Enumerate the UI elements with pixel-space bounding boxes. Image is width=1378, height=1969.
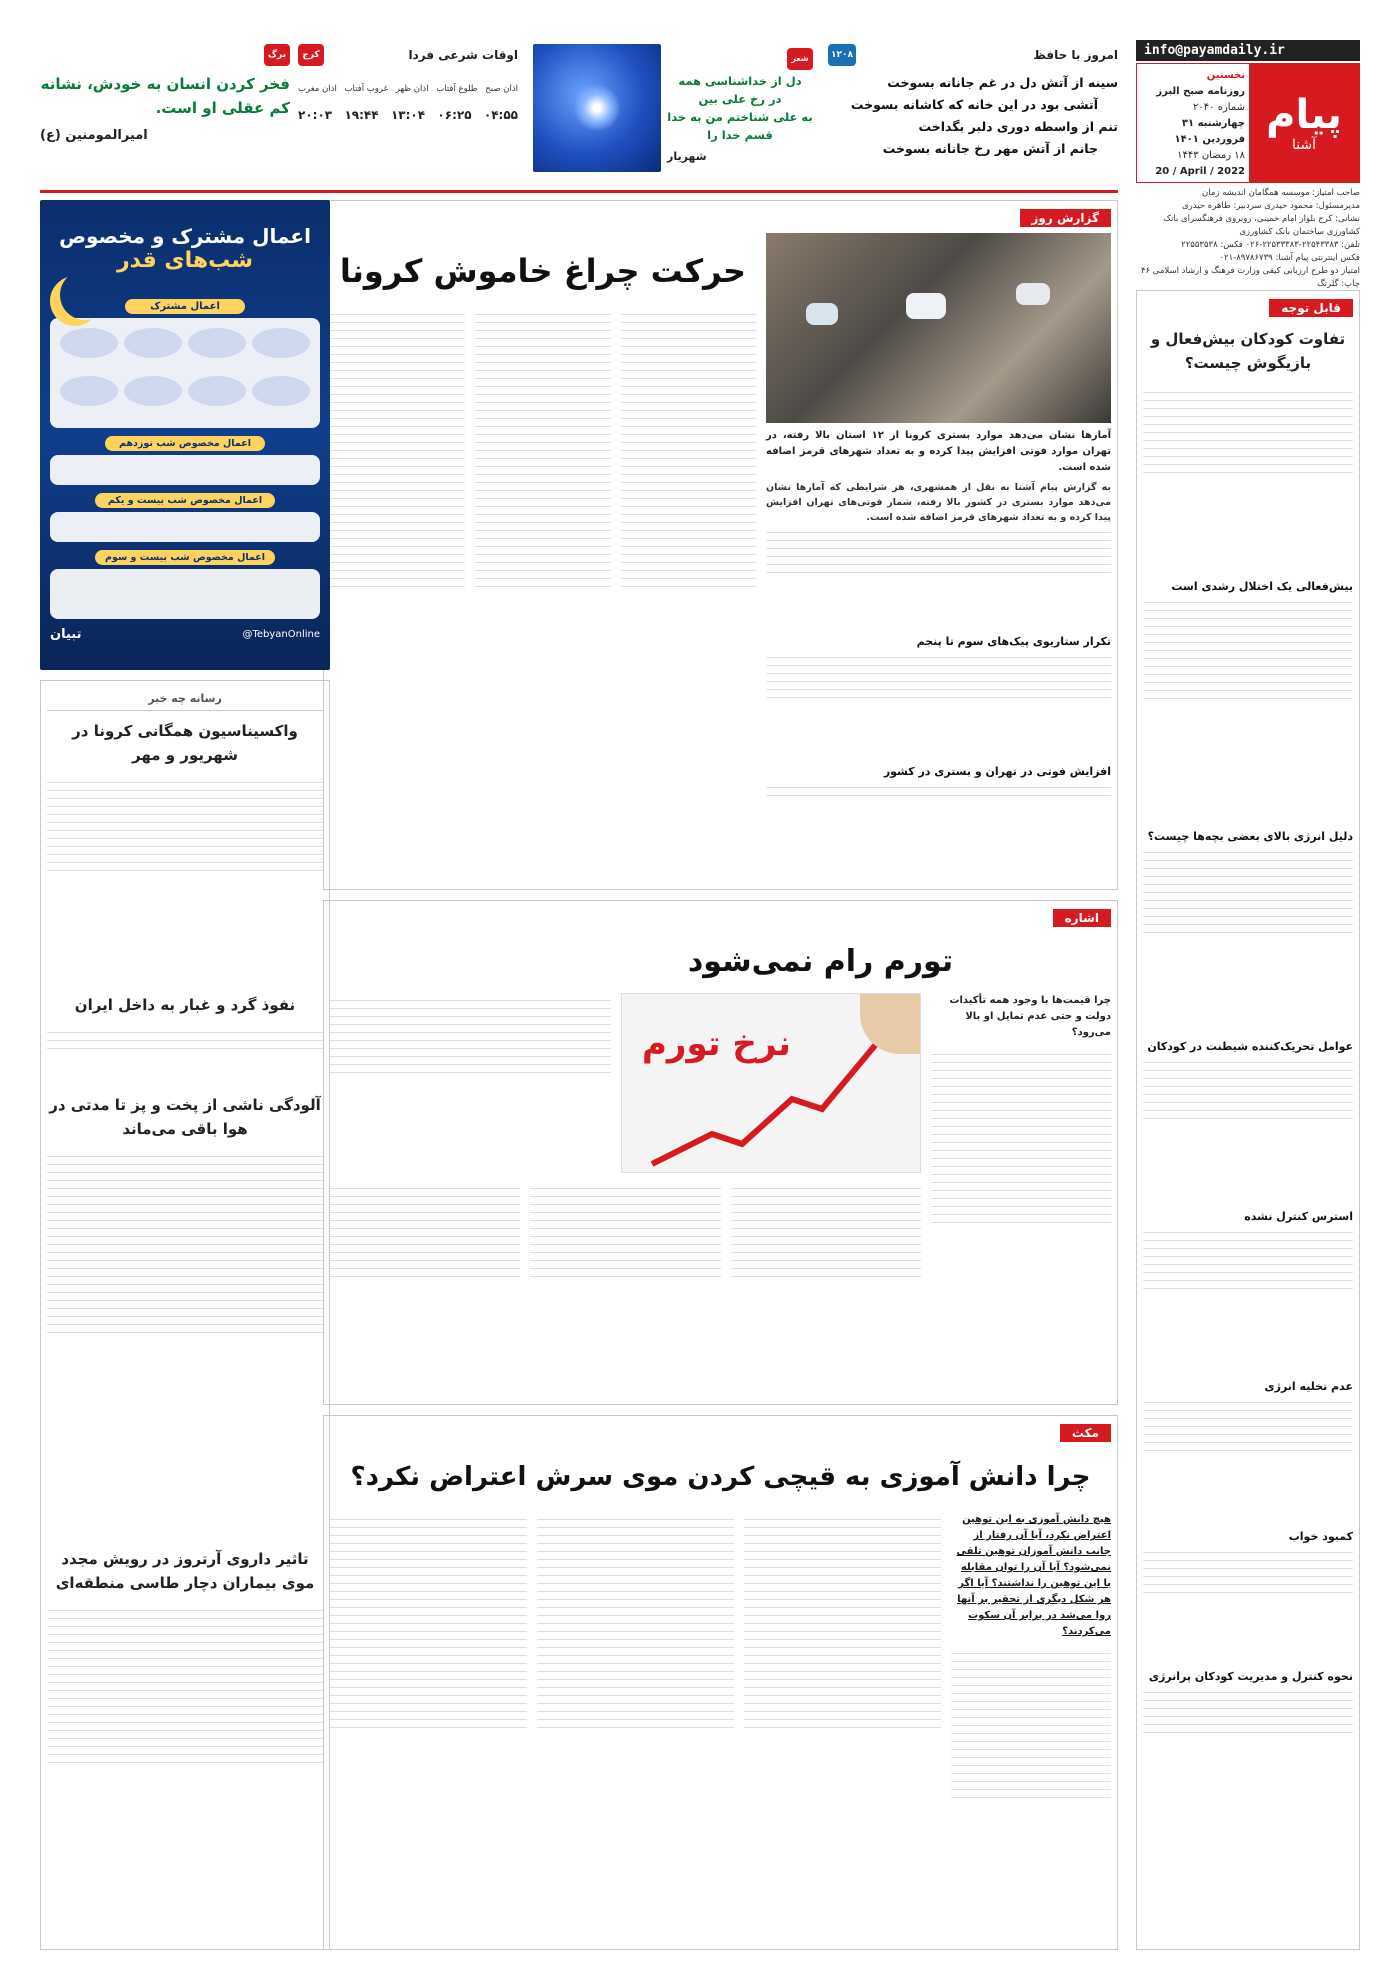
ritual-icon xyxy=(60,376,118,406)
prayer-header: طلوع آفتاب xyxy=(436,84,478,94)
top-divider xyxy=(40,190,1118,193)
tagline: نخستین xyxy=(1206,70,1245,81)
poem-badge: شعر xyxy=(787,48,813,70)
prayer-header: اذان صبح xyxy=(485,84,518,94)
date-en: 20 / April / 2022 xyxy=(1155,166,1245,177)
news-title: واکسیناسیون همگانی کرونا در شهریور و مهر xyxy=(72,722,298,764)
mask-icon xyxy=(1016,283,1050,305)
maks-label: مکث xyxy=(1060,1424,1111,1442)
hafez-label: امروز با حافظ xyxy=(1033,48,1118,62)
qabel-label: قابل توجه xyxy=(1269,299,1353,317)
gozaresh-sub: تکرار ستاریوی پیک‌های سوم تا پنجم xyxy=(916,635,1111,648)
poem-line: در رخ علی بین xyxy=(698,92,782,106)
prayer-times xyxy=(298,44,518,144)
prayer-header: غروب آفتاب xyxy=(344,84,389,94)
publisher-info: صاحب امتیاز: موسسه همگامان اندیشه زمان مدیرمسئول: محمود حیدری سردبیر: طاهره حیدری نشانی: کرج بلوار امام خمینی، روبروی فرهنگسرای بانک کشاورزی ساختمان بانک کشاورزی تلفن: ۲۲۵۴۳۳۸۳-۲۲۵۳۳۳۸۳-۰۲۶ فکس: ۲۲۵۵۳۵۳۸ فکس اینترنتی پیام آشنا: ۸۹۷۸۶۷۳۹-۰۲۱ امتیاز دو طرح ارزیابی کیفی وزارت فرهنگ و ارشاد اسلامی ۴۶ چاپ: گلرنگ xyxy=(1140,188,1360,289)
qadr-ad[interactable] xyxy=(40,200,330,670)
rasaneh-section xyxy=(40,680,330,1950)
inflation-image-word: نرخ تورم xyxy=(642,1024,791,1064)
eshareh-section xyxy=(323,900,1118,1405)
ad-footer[interactable]: @TebyanOnline xyxy=(242,629,320,640)
ritual-icon xyxy=(60,328,118,358)
quote-text: فخر کردن انسان به خودش، نشانه کم عقلی او است. xyxy=(40,75,290,117)
gozaresh-sub: افزایش فوتی در تهران و بستری در کشور xyxy=(883,765,1111,778)
ad-section: اعمال مشترک xyxy=(125,299,245,314)
prayer-value: ۰۶:۲۵ xyxy=(437,108,472,122)
issue-number: شماره ۲۰۴۰ xyxy=(1193,102,1245,113)
ritual-icon xyxy=(124,376,182,406)
ritual-icon xyxy=(188,376,246,406)
maks-title: چرا دانش آموزی به قیچی کردن موی سرش اعتراض نکرد؟ xyxy=(350,1462,1091,1492)
qabel-sub: عوامل تحریک‌کننده شیطنت در کودکان xyxy=(1147,1040,1353,1053)
prayer-header: اذان مغرب xyxy=(298,84,337,94)
ritual-icon xyxy=(252,328,310,358)
poem-line: دل از خداشناسی همه xyxy=(678,74,802,88)
news-title: نفوذ گرد و غبار به داخل ایران xyxy=(74,996,296,1014)
qabel-sub: بیش‌فعالی یک اختلال رشدی است xyxy=(1171,580,1353,593)
gozaresh-section xyxy=(323,200,1118,890)
logo-block xyxy=(1249,64,1359,182)
mask-icon xyxy=(906,293,946,319)
prayer-header: اذان ظهر xyxy=(395,84,429,94)
poem-line: قسم خدا را xyxy=(707,128,773,142)
date-fa: چهارشنبه ۳۱ فروردین ۱۴۰۱ xyxy=(1174,118,1245,145)
poem-author: شهریار xyxy=(667,150,707,163)
ad-panel xyxy=(50,455,320,485)
prayer-value: ۰۴:۵۵ xyxy=(483,108,518,122)
hafez-badge: ۱۲۰۸ xyxy=(828,44,856,66)
poem-line: به علی شناختم من به خدا xyxy=(667,110,813,124)
ad-panel xyxy=(50,569,320,619)
ad-panel xyxy=(50,318,320,428)
maks-lead: هیچ دانش آموزی به این توهین اعتراض نکرد، آیا آن رفتار از جانب دانش آموزان توهین تلقی نمی‌شود؟ آیا آن را توان مقابله با این توهین را نداشتند؟ آیا اگر هر شکل دیگری از تحقیر بر آنها روا می‌شد در برابر آن سکوت می‌کردند؟ xyxy=(956,1514,1111,1637)
qabel-sub: نحوه کنترل و مدیریت کودکان پرانرژی xyxy=(1148,1670,1353,1683)
quote-badge: برگ xyxy=(264,44,290,66)
news-title: آلودگی ناشی از پخت و پز تا مدتی در هوا باقی می‌ماند xyxy=(49,1096,321,1138)
flower-icon xyxy=(573,84,621,132)
ritual-icon xyxy=(188,328,246,358)
qabel-sub: دلیل انرژی بالای بعضی بچه‌ها چیست؟ xyxy=(1147,830,1353,843)
ad-title: اعمال مشترک و مخصوص xyxy=(59,224,311,248)
ritual-icon xyxy=(124,328,182,358)
gozaresh-label: گزارش روز xyxy=(1020,209,1111,227)
hafez-line: جانم از آتش مهر رخ جانانه بسوخت xyxy=(882,141,1098,156)
ad-section: اعمال مخصوص شب نوزدهم xyxy=(105,436,265,451)
covid-photo xyxy=(766,233,1111,423)
hafez-line: تنم از واسطه دوری دلبر بگداخت xyxy=(918,119,1118,134)
qabel-sub: استرس کنترل نشده xyxy=(1244,1210,1353,1223)
inflation-image xyxy=(621,993,921,1173)
ad-section: اعمال مخصوص شب بیست و یکم xyxy=(95,493,275,508)
logo-text: پیام xyxy=(1266,92,1342,138)
ad-section: اعمال مخصوص شب بیست و سوم xyxy=(95,550,275,565)
news-title: تاثیر داروی آرتروز در رویش مجدد موی بیماران دچار طاسی منطقه‌ای xyxy=(55,1550,315,1592)
prayer-value: ۲۰:۰۳ xyxy=(298,108,333,122)
gozaresh-title: حرکت چراغ خاموش کرونا xyxy=(339,252,747,290)
gozaresh-lead: به گزارش پیام آشنا به نقل از همشهری، هر شرایطی که آمارها نشان می‌دهد موارد بستری در کشور بالا رفته، شمار فوتی‌های تهران افزایش پیدا کرده و به تعداد شهرهای قرمز اضافه شده است. xyxy=(766,482,1111,523)
masthead-email[interactable]: info@payamdaily.ir xyxy=(1136,40,1360,61)
quote-author: امیرالمومنین (ع) xyxy=(40,128,148,143)
photo-caption: آمارها نشان می‌دهد موارد بستری کرونا از ۱۲ استان بالا رفته، در تهران موارد فوتی افزایش پیدا کرده و به تعداد شهرهای قرمز اضافه شده است. xyxy=(766,430,1112,473)
hafez-box xyxy=(828,44,1118,184)
eshareh-label: اشاره xyxy=(1053,909,1111,927)
ritual-icon xyxy=(252,376,310,406)
prayer-title: اوقات شرعی فردا xyxy=(408,48,518,62)
quote-box xyxy=(40,44,290,154)
mask-icon xyxy=(806,303,838,325)
logo-sub: آشنا xyxy=(1291,137,1317,153)
ad-subtitle: شب‌های قدر xyxy=(116,248,254,273)
date-hijri: ۱۸ رمضان ۱۴۴۳ xyxy=(1177,150,1245,161)
moon-icon xyxy=(60,270,110,320)
eshareh-title: تورم رام نمی‌شود xyxy=(687,944,954,979)
qabel-title: تفاوت کودکان بیش‌فعال و بازیگوش چیست؟ xyxy=(1150,330,1346,372)
prayer-value: ۱۳:۰۴ xyxy=(390,108,426,122)
eshareh-lead: چرا قیمت‌ها با وجود همه تأکیدات دولت و حتی عدم تمایل او بالا می‌رود؟ xyxy=(949,995,1111,1038)
tagline2: روزنامه صبح البرز xyxy=(1156,86,1245,97)
qabel-sub: عدم تخلیه انرژی xyxy=(1264,1380,1353,1393)
poem-box xyxy=(533,44,813,184)
ad-panel xyxy=(50,512,320,542)
qabel-tavajoh-section xyxy=(1136,290,1360,1950)
rasaneh-label: رسانه چه خبر xyxy=(148,692,222,705)
hafez-line: آتشی بود در این خانه که کاشانه بسوخت xyxy=(850,97,1098,112)
prayer-value: ۱۹:۴۴ xyxy=(344,108,379,122)
prayer-badge: کرج xyxy=(298,44,324,66)
ad-brand: تبیان xyxy=(50,627,82,642)
maks-section xyxy=(323,1415,1118,1950)
qabel-sub: کمبود خواب xyxy=(1288,1530,1353,1543)
masthead xyxy=(1136,40,1360,289)
hafez-line: سینه از آتش دل در غم جانانه بسوخت xyxy=(887,75,1118,90)
flower-image xyxy=(533,44,661,172)
